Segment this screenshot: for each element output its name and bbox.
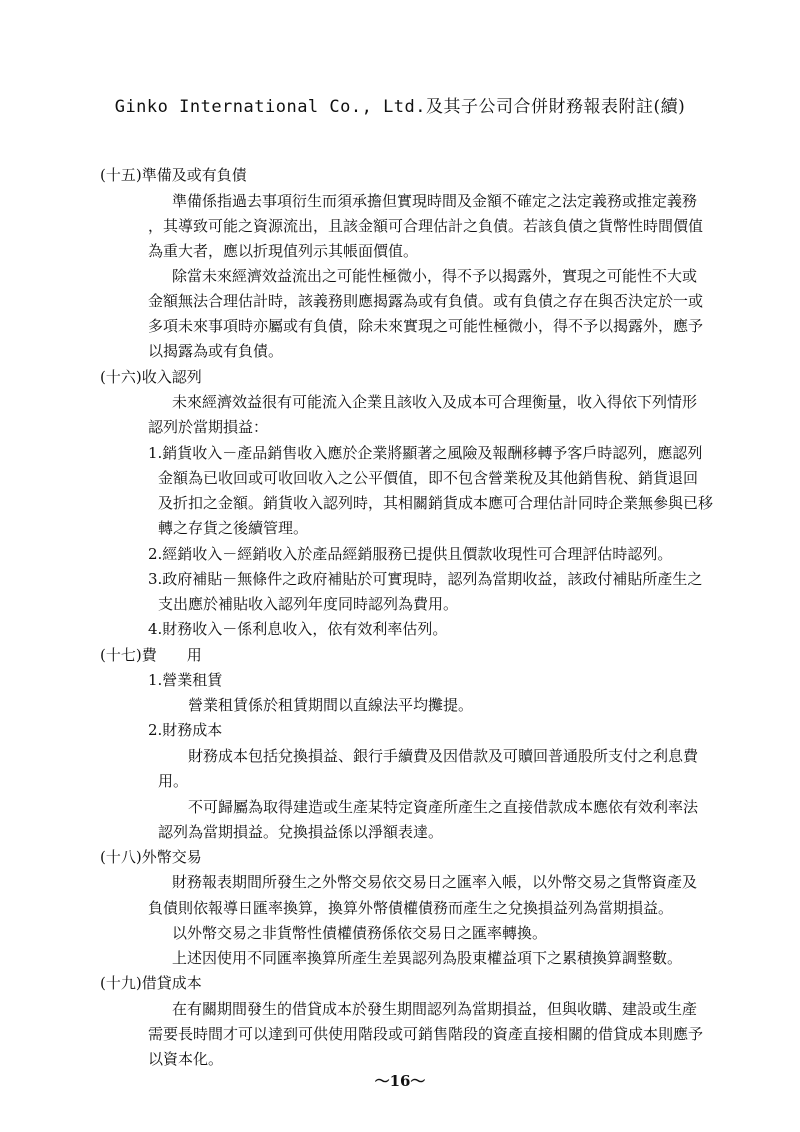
page-title-company: Ginko International Co., Ltd. — [114, 97, 427, 117]
paragraph-line: 財務成本包括兌換損益、銀行手續費及因借款及可贖回普通股所支付之利息費 — [188, 747, 699, 765]
paragraph-line: 負債則依報導日匯率換算，換算外幣債權債務而產生之兌換損益列為當期損益。 — [148, 899, 674, 917]
list-item-line: 金額為已收回或可收回收入之公平價值，即不包含營業稅及其他銷售稅、銷貨退回 — [158, 469, 699, 487]
paragraph-line: 以揭露為或有負債。 — [148, 342, 284, 360]
list-item-line: 1.銷貨收入－產品銷售收入應於企業將顯著之風險及報酬移轉予客戶時認列，應認列 — [148, 444, 703, 462]
page-title-suffix: 及其子公司合併財務報表附註(續) — [426, 97, 686, 117]
section-heading-19: (十九)借貸成本 — [100, 974, 202, 992]
paragraph-line: ，其導致可能之資源流出，且該金額可合理估計之負債。若該負債之貨幣性時間價值 — [148, 217, 704, 235]
paragraph-line: 營業租賃係於租賃期間以直線法平均攤提。 — [188, 696, 474, 714]
paragraph-line: 未來經濟效益很有可能流入企業且該收入及成本可合理衡量，收入得依下列情形 — [172, 393, 698, 411]
paragraph-line: 上述因使用不同匯率換算所產生差異認列為股東權益項下之累積換算調整數。 — [172, 949, 683, 967]
paragraph-line: 以外幣交易之非貨幣性債權債務係依交易日之匯率轉換。 — [172, 924, 548, 942]
section-heading-15: (十五)準備及或有負債 — [100, 166, 247, 184]
page-number: ～16～ — [374, 1072, 426, 1090]
paragraph-line: 除當未來經濟效益流出之可能性極微小，得不予以揭露外，實現之可能性不大或 — [172, 267, 698, 285]
paragraph-line: 認列為當期損益。兌換損益係以淨額表達。 — [158, 823, 444, 841]
paragraph-line: 財務報表期間所發生之外幣交易依交易日之匯率入帳，以外幣交易之貨幣資產及 — [172, 873, 698, 891]
section-heading-18: (十八)外幣交易 — [100, 848, 202, 866]
subheading-line: 1.營業租賃 — [148, 671, 223, 689]
subheading-line: 2.財務成本 — [148, 721, 223, 739]
paragraph-line: 需要長時間才可以達到可供使用階段或可銷售階段的資產直接相關的借貸成本則應予 — [148, 1025, 704, 1043]
paragraph-line: 金額無法合理估計時，該義務則應揭露為或有負債。或有負債之存在與否決定於一或 — [148, 292, 704, 310]
section-heading-17: (十七)費 用 — [100, 646, 202, 664]
paragraph-line: 多項未來事項時亦屬或有負債，除未來實現之可能性極微小，得不予以揭露外，應予 — [148, 317, 704, 335]
list-item-line: 3.政府補貼－無條件之政府補貼於可實現時，認列為當期收益，該政付補貼所產生之 — [148, 570, 703, 588]
list-item-line: 4.財務收入－係利息收入，依有效利率估列。 — [148, 620, 448, 638]
paragraph-line: 不可歸屬為取得建造或生產某特定資產所產生之直接借款成本應依有效利率法 — [188, 798, 699, 816]
page-title — [0, 92, 800, 117]
list-item-line: 及折扣之金額。銷貨收入認列時，其相關銷貨成本應可合理估計同時企業無參與已移 — [158, 494, 714, 512]
list-item-line: 2.經銷收入－經銷收入於產品經銷服務已提供且價款收現性可合理評估時認列。 — [148, 545, 673, 563]
paragraph-line: 以資本化。 — [148, 1050, 224, 1068]
paragraph-line: 在有關期間發生的借貸成本於發生期間認列為當期損益，但與收購、建設或生產 — [172, 1000, 698, 1018]
paragraph-line: 認列於當期損益： — [148, 418, 269, 436]
list-item-line: 支出應於補貼收入認列年度同時認列為費用。 — [158, 595, 459, 613]
list-item-line: 轉之存貨之後續管理。 — [158, 519, 309, 537]
paragraph-line: 為重大者，應以折現值列示其帳面價值。 — [148, 242, 419, 260]
paragraph-line: 準備係指過去事項衍生而須承擔但實現時間及金額不確定之法定義務或推定義務 — [172, 192, 698, 210]
section-heading-16: (十六)收入認列 — [100, 368, 202, 386]
paragraph-line: 用。 — [158, 772, 189, 790]
